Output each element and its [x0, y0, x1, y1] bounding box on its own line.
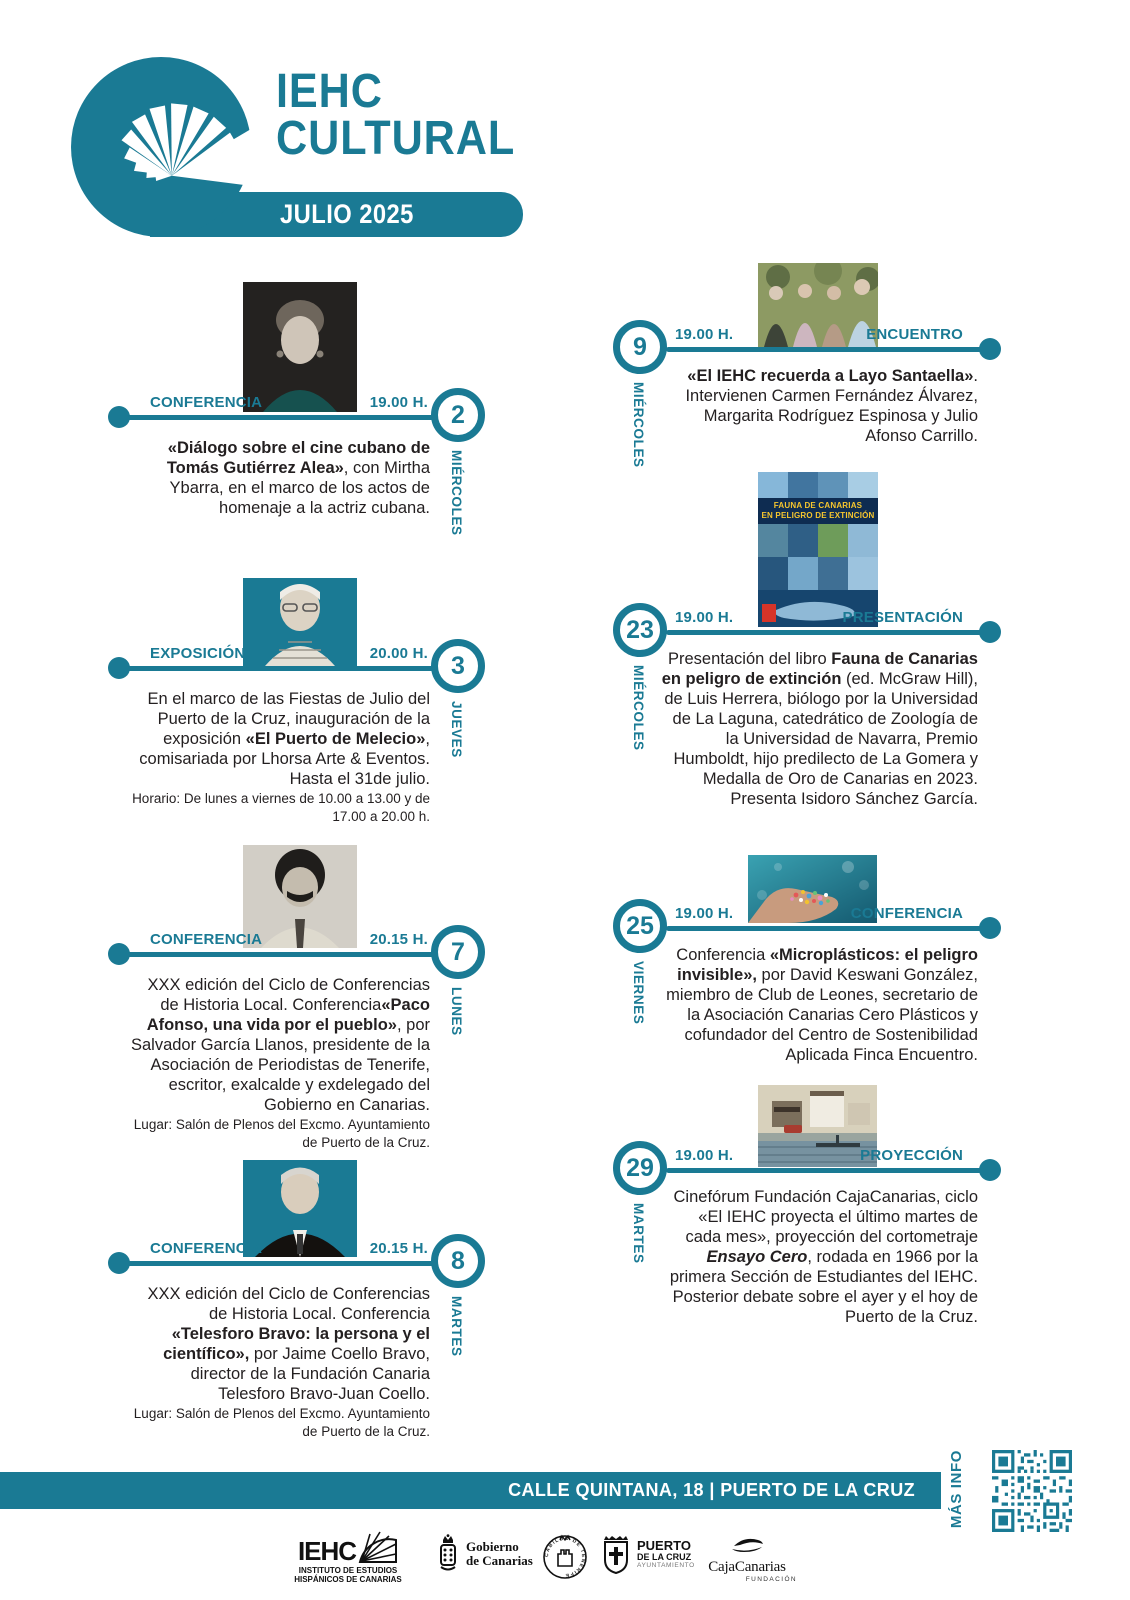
weekday-label: MARTES: [631, 1203, 646, 1264]
day-number: 2: [451, 400, 465, 429]
iehc-acronym: IEHC: [297, 1536, 357, 1566]
event-time: 20.00 H.: [369, 645, 428, 662]
day-circle: [431, 1234, 485, 1288]
event-category: ENCUENTRO: [866, 326, 963, 343]
mcgraw-hill-logo: [762, 604, 776, 622]
timeline-line: [666, 347, 990, 352]
event-note: Horario: De lunes a viernes de 10.00 a 13.00 y de 17.00 a 20.00 h.: [132, 791, 430, 824]
cover-photo-strip-top: [758, 472, 878, 498]
iehc-subline1: INSTITUTO DE ESTUDIOS: [298, 1566, 398, 1575]
event-category: CONFERENCIA: [150, 394, 263, 411]
weekday-label: MIÉRCOLES: [631, 382, 646, 468]
event-time: 19.00 H.: [675, 326, 734, 343]
event-note: Lugar: Salón de Plenos del Excmo. Ayuntamiento de Puerto de la Cruz.: [133, 1406, 430, 1439]
event-description: Conferencia «Microplásticos: el peligro invisible», por David Keswani González, miembro de Club de Leones, secretario de la Asociación Canarias Cero Plásticos y cofundador del Centro de Sostenibilidad Aplicada Finca Encuentro.: [666, 946, 978, 1064]
footer-logo-puerto: [601, 1534, 695, 1574]
logo-title: [276, 65, 516, 165]
footer-logo-iehc: [288, 1530, 408, 1584]
address-bar: CALLE QUINTANA, 18 | PUERTO DE LA CRUZ: [0, 1472, 941, 1509]
book-cover: [758, 472, 878, 627]
weekday-label: JUEVES: [449, 701, 464, 758]
day-number: 9: [633, 332, 647, 361]
event-category: PRESENTACIÓN: [842, 609, 963, 626]
footer-logo-cajacanarias: [697, 1534, 797, 1583]
day-number: 8: [451, 1246, 465, 1275]
logo-title-line1: IEHC: [276, 65, 383, 118]
weekday-label: MIÉRCOLES: [631, 665, 646, 751]
event-description: «El IEHC recuerda a Layo Santaella». Intervienen Carmen Fernández Álvarez, Margarita Rodríguez Espinosa y Julio Afonso Carrillo.: [685, 367, 978, 445]
puerto-line1: PUERTO: [637, 1537, 691, 1553]
event-photo: [243, 282, 357, 412]
weekday-label: VIERNES: [631, 961, 646, 1025]
more-info-label: MÁS INFO: [948, 1449, 965, 1529]
timeline-line: [666, 926, 990, 931]
timeline-dot: [979, 1159, 1001, 1181]
event-time: 19.00 H.: [675, 1147, 734, 1164]
cover-photo-grid: [758, 524, 878, 590]
event-description: [130, 689, 430, 825]
event-time: 20.15 H.: [369, 931, 428, 948]
puerto-shield-icon: [601, 1534, 631, 1574]
cabildo-seal-text: CABILDO DE TENERIFE: [543, 1535, 587, 1579]
weekday-label: MARTES: [449, 1296, 464, 1357]
iehc-fan-icon: [356, 1530, 398, 1564]
event-description: [130, 1284, 430, 1440]
day-circle: [431, 925, 485, 979]
cover-title-line1: FAUNA DE CANARIAS: [773, 501, 863, 510]
footer-logo-cabildo: [540, 1528, 590, 1586]
gobierno-line2: de Canarias: [466, 1553, 533, 1568]
timeline-line: [666, 630, 990, 635]
day-circle: [431, 639, 485, 693]
day-circle: [613, 603, 667, 657]
timeline-line: [119, 952, 458, 957]
timeline-dot: [979, 338, 1001, 360]
timeline-line: [666, 1168, 990, 1173]
gobierno-crest-icon: [437, 1534, 459, 1574]
timeline-line: [119, 666, 458, 671]
cajacanarias-name: CajaCanarias: [708, 1559, 786, 1575]
timeline-line: [119, 415, 458, 420]
event-time: 19.00 H.: [675, 609, 734, 626]
day-number: 7: [451, 937, 465, 966]
event-description: [130, 975, 430, 1151]
event-description: «Diálogo sobre el cine cubano de Tomás Gutiérrez Alea», con Mirtha Ybarra, en el marco de los actos de homenaje a la actriz cubana.: [166, 439, 430, 517]
puerto-line3: AYUNTAMIENTO: [637, 1561, 695, 1569]
cajacanarias-subline: FUNDACIÓN: [745, 1576, 797, 1583]
qr-code: [992, 1450, 1072, 1532]
event-description-text: XXX edición del Ciclo de Conferencias de Historia Local. Conferencia «Telesforo Bravo: la persona y el científico», por Jaime Coello Bravo, director de la Fundación Canaria Telesforo Bravo-Juan Coello.: [147, 1285, 430, 1403]
event-category: CONFERENCIA: [850, 905, 963, 922]
event-category: PROYECCIÓN: [860, 1147, 963, 1164]
day-circle: [431, 388, 485, 442]
logo-month-badge: JULIO 2025: [280, 199, 414, 229]
fan-icon: [68, 57, 254, 237]
day-circle: [613, 1141, 667, 1195]
cover-title-line2: EN PELIGRO DE EXTINCIÓN: [761, 510, 875, 520]
day-circle: [613, 320, 667, 374]
footer-logo-gobierno: [437, 1534, 533, 1574]
event-category: EXPOSICIÓN: [150, 645, 246, 662]
timeline-dot: [979, 917, 1001, 939]
event-note: Lugar: Salón de Plenos del Excmo. Ayuntamiento de Puerto de la Cruz.: [133, 1117, 430, 1150]
event-description: Presentación del libro Fauna de Canarias en peligro de extinción (ed. McGraw Hill), de Luis Herrera, biólogo por la Universidad de La Laguna, catedrático de Zoología de la Universidad de Navarra, Premio Humboldt, hijo predilecto de La Gomera y Medalla de Oro de Canarias en 2023. Presenta Isidoro Sánchez García.: [661, 650, 978, 808]
event-description-text: En el marco de las Fiestas de Julio del Puerto de la Cruz, inauguración de la exposición «El Puerto de Melecio», comisariada por Lhorsa Arte & Eventos. Hasta el 31de julio.: [139, 690, 430, 788]
event-description: Cinefórum Fundación CajaCanarias, ciclo «El IEHC proyecta el último martes de cada mes», proyección del cortometraje Ensayo Cero, rodada en 1966 por la primera Sección de Estudiantes del IEHC. Posterior debate sobre el ayer y el hoy de Puerto de la Cruz.: [669, 1188, 978, 1326]
day-number: 23: [626, 615, 654, 644]
event-time: 20.15 H.: [369, 1240, 428, 1257]
weekday-label: MIÉRCOLES: [449, 450, 464, 536]
event-description-text: XXX edición del Ciclo de Conferencias de Historia Local. Conferencia«Paco Afonso, una vida por el pueblo», por Salvador García Llanos, presidente de la Asociación de Periodistas de Tenerife, escritor, exalcalde y exdelegado del Gobierno en Canarias.: [130, 976, 430, 1114]
iehc-subline2: HISPÁNICOS DE CANARIAS: [294, 1575, 402, 1584]
event-category: CONFERENCIA: [150, 1240, 263, 1257]
cajacanarias-boat-icon: [728, 1534, 766, 1554]
timeline-line: [119, 1261, 458, 1266]
gobierno-line1: Gobierno: [466, 1539, 519, 1554]
timeline-dot: [979, 621, 1001, 643]
event-time: 19.00 H.: [675, 905, 734, 922]
day-number: 3: [451, 651, 465, 680]
event-time: 19.00 H.: [369, 394, 428, 411]
day-number: 25: [626, 911, 654, 940]
weekday-label: LUNES: [449, 987, 464, 1036]
day-circle: [613, 899, 667, 953]
cover-title: [758, 501, 878, 520]
day-number: 29: [626, 1153, 654, 1182]
puerto-line2: DE LA CRUZ: [637, 1551, 692, 1562]
logo-title-line2: CULTURAL: [276, 112, 516, 165]
event-category: CONFERENCIA: [150, 931, 263, 948]
